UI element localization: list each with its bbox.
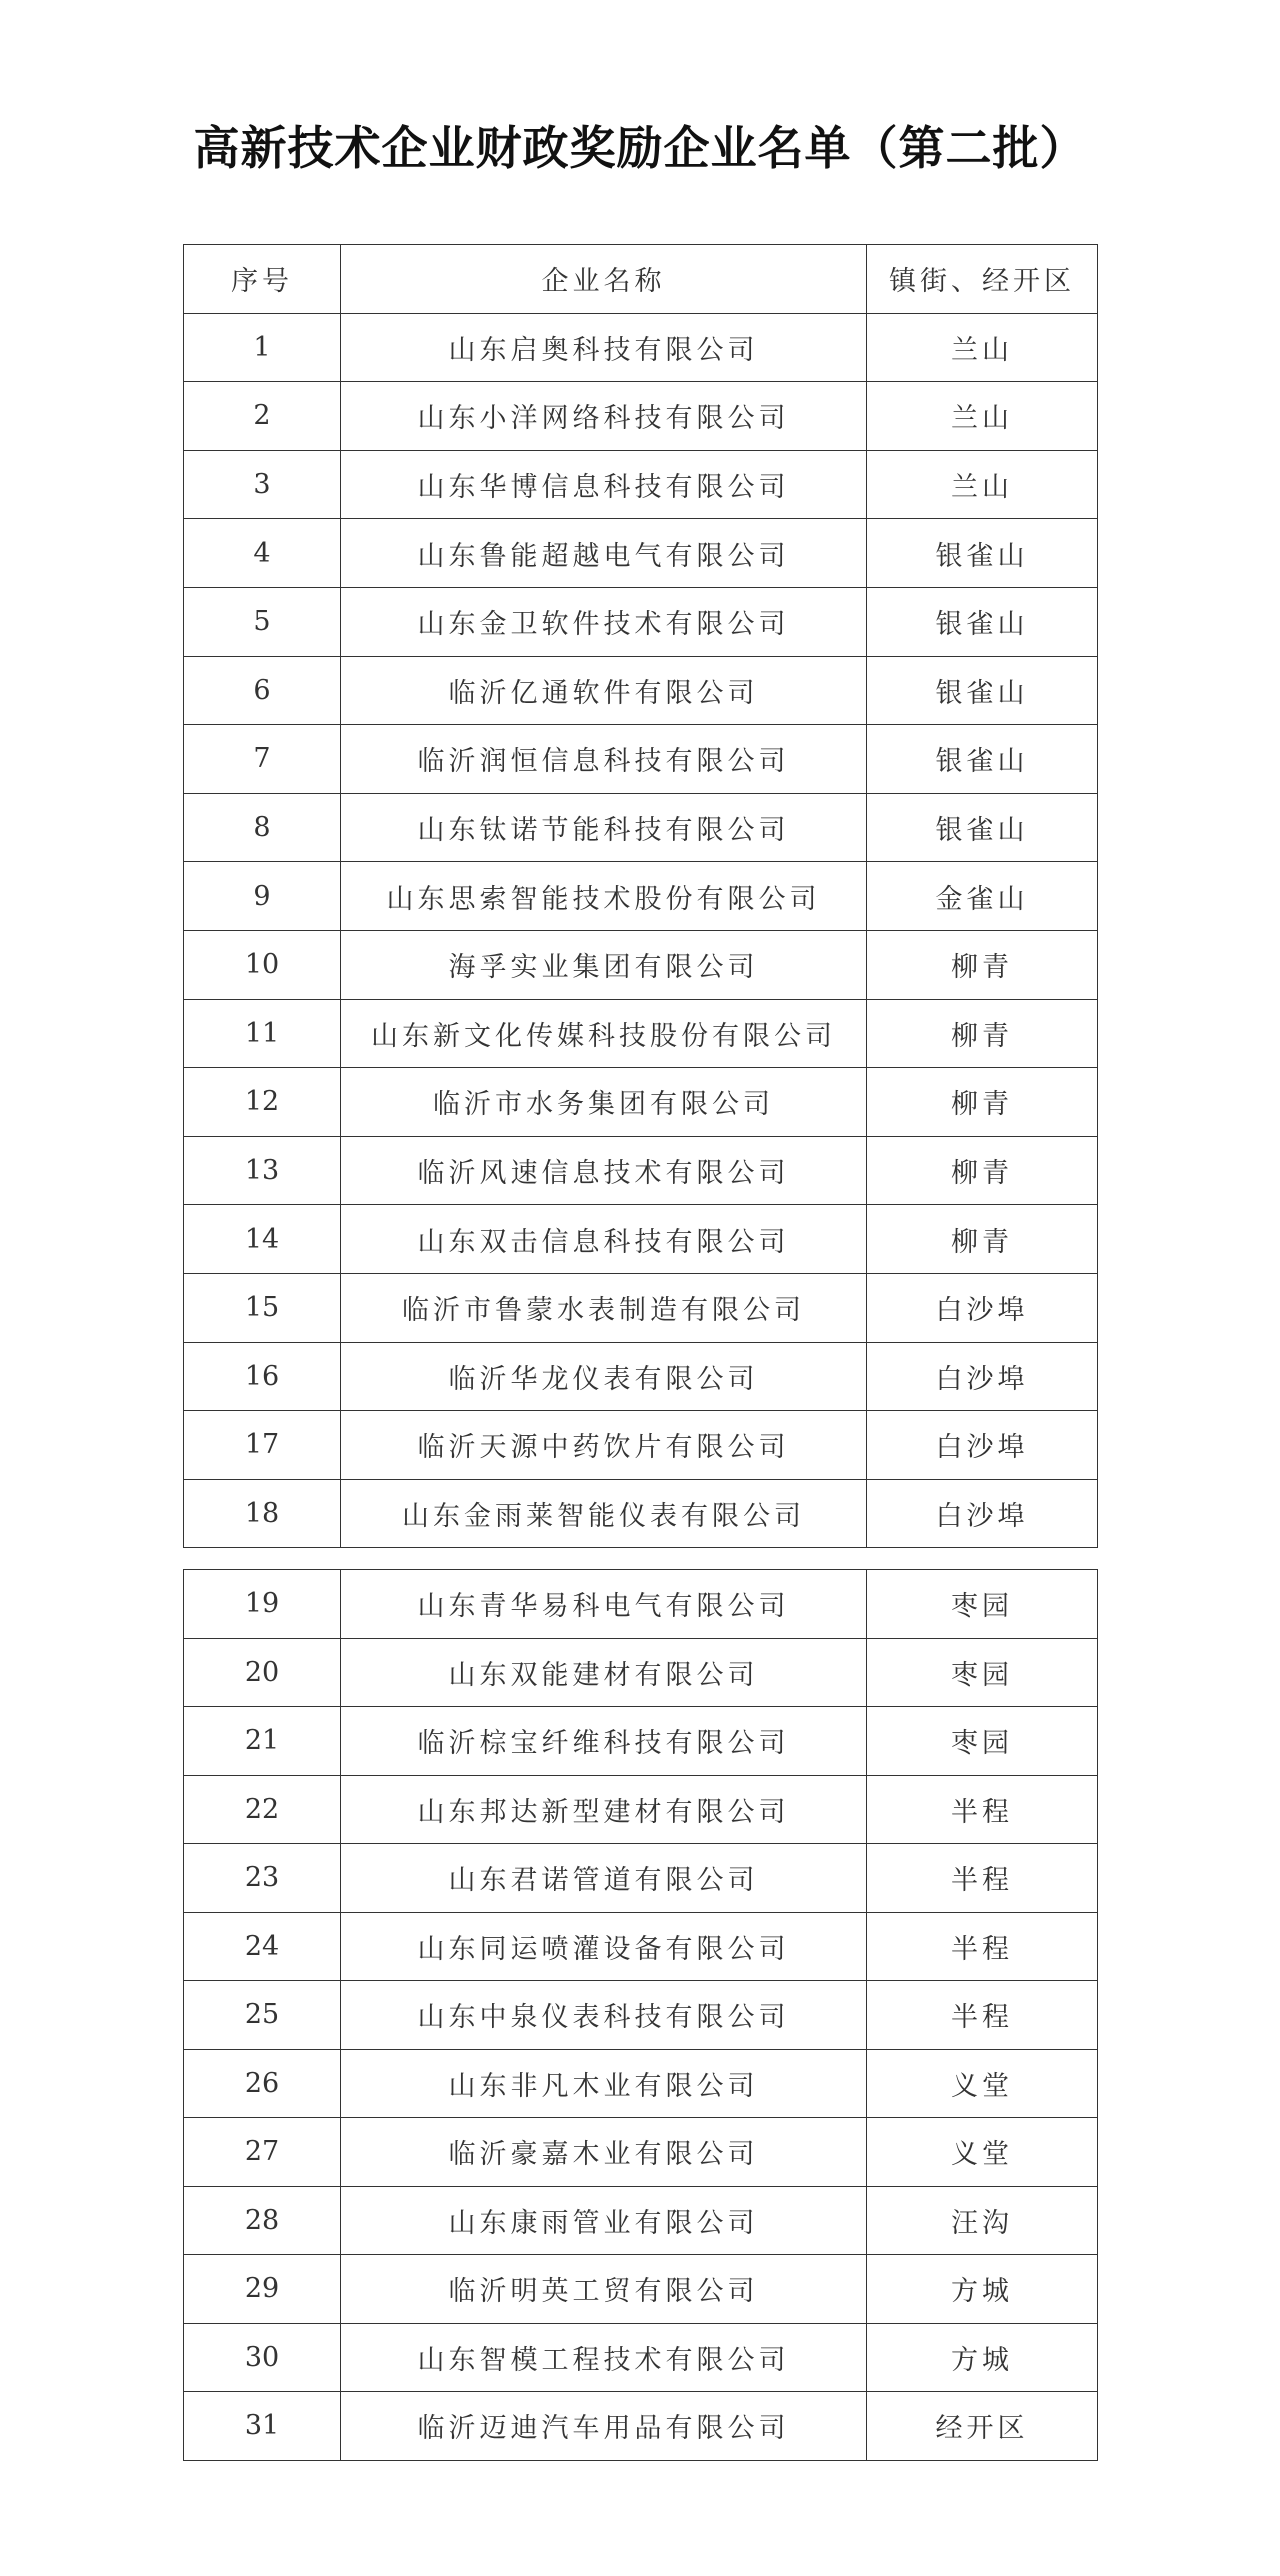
row-company-name: 山东新文化传媒科技股份有限公司 xyxy=(341,999,867,1068)
row-seq: 22 xyxy=(184,1775,341,1844)
row-company-name: 山东启奥科技有限公司 xyxy=(341,313,867,382)
row-seq: 27 xyxy=(184,2118,341,2187)
row-seq: 3 xyxy=(184,450,341,519)
row-seq: 16 xyxy=(184,1342,341,1411)
row-company-name: 山东钛诺节能科技有限公司 xyxy=(341,793,867,862)
row-seq: 24 xyxy=(184,1912,341,1981)
row-seq: 1 xyxy=(184,313,341,382)
row-area: 枣园 xyxy=(867,1570,1098,1639)
table-row xyxy=(184,1570,1098,1639)
table-row xyxy=(184,656,1098,725)
row-company-name: 山东金卫软件技术有限公司 xyxy=(341,587,867,656)
row-area: 兰山 xyxy=(867,450,1098,519)
row-area: 经开区 xyxy=(867,2392,1098,2461)
row-company-name: 山东中泉仪表科技有限公司 xyxy=(341,1981,867,2050)
row-seq: 19 xyxy=(184,1570,341,1639)
row-seq: 29 xyxy=(184,2255,341,2324)
row-area: 兰山 xyxy=(867,313,1098,382)
row-company-name: 山东君诺管道有限公司 xyxy=(341,1844,867,1913)
row-seq: 14 xyxy=(184,1205,341,1274)
table-row xyxy=(184,1273,1098,1342)
row-seq: 11 xyxy=(184,999,341,1068)
row-area: 银雀山 xyxy=(867,793,1098,862)
row-company-name: 山东鲁能超越电气有限公司 xyxy=(341,519,867,588)
row-company-name: 山东华博信息科技有限公司 xyxy=(341,450,867,519)
row-area: 银雀山 xyxy=(867,725,1098,794)
row-area: 半程 xyxy=(867,1912,1098,1981)
row-area: 枣园 xyxy=(867,1638,1098,1707)
row-company-name: 山东双击信息科技有限公司 xyxy=(341,1205,867,1274)
row-company-name: 临沂市水务集团有限公司 xyxy=(341,1068,867,1137)
table-row xyxy=(184,2118,1098,2187)
row-company-name: 临沂市鲁蒙水表制造有限公司 xyxy=(341,1273,867,1342)
table-row xyxy=(184,2392,1098,2461)
row-seq: 18 xyxy=(184,1479,341,1548)
row-seq: 26 xyxy=(184,2049,341,2118)
row-company-name: 山东非凡木业有限公司 xyxy=(341,2049,867,2118)
row-seq: 23 xyxy=(184,1844,341,1913)
row-company-name: 临沂迈迪汽车用品有限公司 xyxy=(341,2392,867,2461)
row-company-name: 临沂风速信息技术有限公司 xyxy=(341,1136,867,1205)
table-row xyxy=(184,2049,1098,2118)
row-area: 银雀山 xyxy=(867,519,1098,588)
enterprise-table-page-2 xyxy=(183,1569,1098,2461)
row-seq: 30 xyxy=(184,2323,341,2392)
row-company-name: 临沂天源中药饮片有限公司 xyxy=(341,1411,867,1480)
table-row xyxy=(184,1981,1098,2050)
table-row xyxy=(184,1342,1098,1411)
table-row xyxy=(184,1068,1098,1137)
row-company-name: 临沂豪嘉木业有限公司 xyxy=(341,2118,867,2187)
table-row xyxy=(184,862,1098,931)
document-title: 高新技术企业财政奖励企业名单（第二批） xyxy=(193,121,1087,175)
enterprise-table-page-1 xyxy=(183,244,1098,1548)
row-area: 方城 xyxy=(867,2323,1098,2392)
row-seq: 10 xyxy=(184,930,341,999)
row-area: 半程 xyxy=(867,1981,1098,2050)
row-company-name: 临沂棕宝纤维科技有限公司 xyxy=(341,1707,867,1776)
table-row xyxy=(184,2255,1098,2324)
row-company-name: 山东思索智能技术股份有限公司 xyxy=(341,862,867,931)
row-area: 兰山 xyxy=(867,382,1098,451)
row-company-name: 临沂润恒信息科技有限公司 xyxy=(341,725,867,794)
table-row xyxy=(184,1638,1098,1707)
table-row xyxy=(184,1707,1098,1776)
header-seq: 序号 xyxy=(184,245,341,314)
table-row xyxy=(184,2186,1098,2255)
row-company-name: 临沂华龙仪表有限公司 xyxy=(341,1342,867,1411)
row-area: 汪沟 xyxy=(867,2186,1098,2255)
row-area: 银雀山 xyxy=(867,656,1098,725)
row-area: 金雀山 xyxy=(867,862,1098,931)
row-seq: 8 xyxy=(184,793,341,862)
table-row xyxy=(184,1479,1098,1548)
row-seq: 7 xyxy=(184,725,341,794)
row-company-name: 临沂亿通软件有限公司 xyxy=(341,656,867,725)
row-seq: 12 xyxy=(184,1068,341,1137)
row-seq: 25 xyxy=(184,1981,341,2050)
row-area: 柳青 xyxy=(867,930,1098,999)
row-company-name: 山东小洋网络科技有限公司 xyxy=(341,382,867,451)
table-row xyxy=(184,930,1098,999)
row-area: 白沙埠 xyxy=(867,1273,1098,1342)
table-row xyxy=(184,1912,1098,1981)
table-row xyxy=(184,999,1098,1068)
table-row xyxy=(184,519,1098,588)
row-area: 柳青 xyxy=(867,1205,1098,1274)
table-row xyxy=(184,587,1098,656)
table-row xyxy=(184,450,1098,519)
row-company-name: 山东智模工程技术有限公司 xyxy=(341,2323,867,2392)
table-row xyxy=(184,725,1098,794)
row-area: 义堂 xyxy=(867,2049,1098,2118)
row-company-name: 山东邦达新型建材有限公司 xyxy=(341,1775,867,1844)
row-area: 半程 xyxy=(867,1775,1098,1844)
row-area: 柳青 xyxy=(867,1136,1098,1205)
row-seq: 2 xyxy=(184,382,341,451)
table-row xyxy=(184,313,1098,382)
table-row xyxy=(184,2323,1098,2392)
row-seq: 4 xyxy=(184,519,341,588)
row-area: 白沙埠 xyxy=(867,1411,1098,1480)
table-body-page-2 xyxy=(184,1570,1098,2461)
table-header-row xyxy=(184,245,1098,314)
row-area: 柳青 xyxy=(867,1068,1098,1137)
row-company-name: 山东康雨管业有限公司 xyxy=(341,2186,867,2255)
row-area: 枣园 xyxy=(867,1707,1098,1776)
table-row xyxy=(184,382,1098,451)
row-area: 义堂 xyxy=(867,2118,1098,2187)
row-company-name: 山东金雨莱智能仪表有限公司 xyxy=(341,1479,867,1548)
row-area: 半程 xyxy=(867,1844,1098,1913)
header-name: 企业名称 xyxy=(341,245,867,314)
row-company-name: 山东同运喷灌设备有限公司 xyxy=(341,1912,867,1981)
table-row xyxy=(184,1411,1098,1480)
row-company-name: 山东青华易科电气有限公司 xyxy=(341,1570,867,1639)
table-row xyxy=(184,1205,1098,1274)
row-area: 柳青 xyxy=(867,999,1098,1068)
row-company-name: 海孚实业集团有限公司 xyxy=(341,930,867,999)
row-company-name: 临沂明英工贸有限公司 xyxy=(341,2255,867,2324)
row-seq: 31 xyxy=(184,2392,341,2461)
row-seq: 17 xyxy=(184,1411,341,1480)
table-row xyxy=(184,793,1098,862)
row-area: 银雀山 xyxy=(867,587,1098,656)
row-seq: 15 xyxy=(184,1273,341,1342)
row-area: 白沙埠 xyxy=(867,1342,1098,1411)
row-area: 方城 xyxy=(867,2255,1098,2324)
row-seq: 6 xyxy=(184,656,341,725)
header-area: 镇街、经开区 xyxy=(867,245,1098,314)
row-seq: 28 xyxy=(184,2186,341,2255)
table-row xyxy=(184,1844,1098,1913)
row-area: 白沙埠 xyxy=(867,1479,1098,1548)
row-seq: 21 xyxy=(184,1707,341,1776)
row-seq: 20 xyxy=(184,1638,341,1707)
table-row xyxy=(184,1136,1098,1205)
row-seq: 5 xyxy=(184,587,341,656)
row-seq: 13 xyxy=(184,1136,341,1205)
row-seq: 9 xyxy=(184,862,341,931)
table-row xyxy=(184,1775,1098,1844)
table-body-page-1 xyxy=(184,313,1098,1548)
row-company-name: 山东双能建材有限公司 xyxy=(341,1638,867,1707)
